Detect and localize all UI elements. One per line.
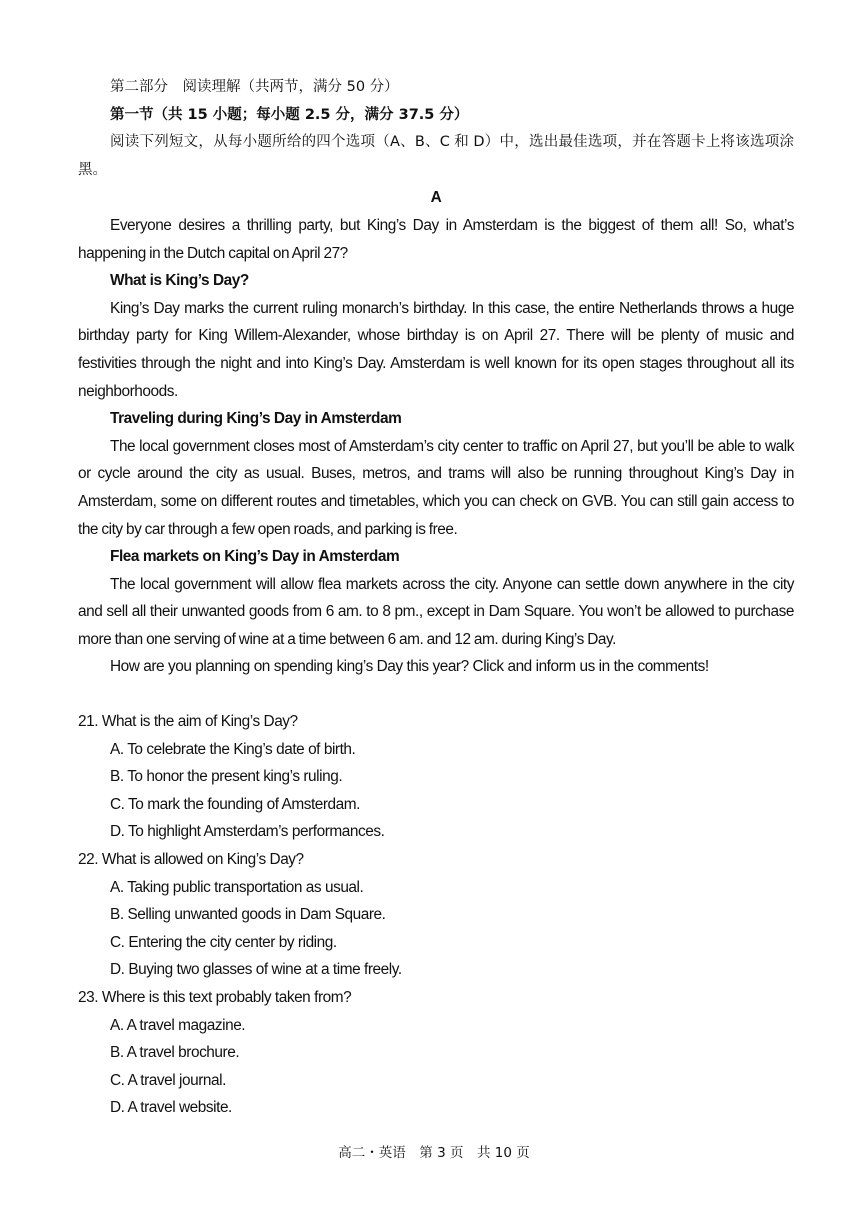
passage-heading-1: What is King’s Day? <box>110 272 249 290</box>
option-b: B. A travel brochure. <box>110 1044 240 1062</box>
option-d: D. To highlight Amsterdam’s performances. <box>110 823 385 841</box>
passage-heading-2: Traveling during King’s Day in Amsterdam <box>110 410 402 428</box>
page-footer: 高二・英语 第 3 页 共 10 页 <box>338 1145 530 1161</box>
option-c: C. Entering the city center by riding. <box>110 933 337 951</box>
question-23 <box>78 984 794 1122</box>
question-stem: 22. What is allowed on King’s Day? <box>78 851 304 869</box>
option-a: A. Taking public transportation as usual. <box>110 878 364 896</box>
option-b: B. Selling unwanted goods in Dam Square. <box>110 906 386 924</box>
option-a: A. To celebrate the King’s date of birth. <box>110 740 356 758</box>
passage-paragraph-1: King’s Day marks the current ruling monarch’s birthday. In this case, the entire Netherlands throws a huge birthday party for King Willem-Alexander, whose birthday is on April 27. There will be plenty of music and festivities through the night and into King’s Day. Amsterdam is well known for its open stages throughout all its neighborhoods. <box>78 299 794 400</box>
passage-paragraph-3: The local government will allow flea markets across the city. Anyone can settle down anywhere in the city and sell all their unwanted goods from 6 am. to 8 pm., except in Dam Square. You won’t be allowed to purchase more than one serving of wine at a time between 6 am. and 12 am. during King’s Day. <box>78 575 794 648</box>
option-d: D. Buying two glasses of wine at a time freely. <box>110 961 402 979</box>
option-a: A. A travel magazine. <box>110 1016 246 1034</box>
option-c: C. A travel journal. <box>110 1071 226 1089</box>
passage-heading-3: Flea markets on King’s Day in Amsterdam <box>110 548 400 566</box>
passage-intro: Everyone desires a thrilling party, but King’s Day in Amsterdam is the biggest of them all! So, what’s happening in the Dutch capital on April 27? <box>78 216 794 262</box>
passage-paragraph-2: The local government closes most of Amsterdam’s city center to traffic on April 27, but you’ll be able to walk or cycle around the city as usual. Buses, metros, and trams will also be running throughout King’s Day in Amsterdam, some on different routes and timetables, which you can check on GVB. You can still gain access to the city by car through a few open roads, and parking is free. <box>78 437 794 538</box>
option-c: C. To mark the founding of Amsterdam. <box>110 795 360 813</box>
passage-closing: How are you planning on spending king’s Day this year? Click and inform us in the comments! <box>110 658 709 676</box>
question-22 <box>78 846 794 984</box>
spacer <box>78 681 794 708</box>
passage-label: A <box>430 189 442 207</box>
question-stem: 21. What is the aim of King’s Day? <box>78 713 298 731</box>
subsection-title: 第一节（共 15 小题；每小题 2.5 分，满分 37.5 分） <box>110 106 469 123</box>
option-b: B. To honor the present king’s ruling. <box>110 768 343 786</box>
instructions: 阅读下列短文，从每小题所给的四个选项（A、B、C 和 D）中，选出最佳选项，并在答题卡上将该选项涂黑。 <box>78 134 794 178</box>
question-stem: 23. Where is this text probably taken from? <box>78 989 352 1006</box>
part-title: 第二部分 阅读理解（共两节，满分 50 分） <box>110 79 399 95</box>
option-d: D. A travel website. <box>110 1099 232 1117</box>
question-21 <box>78 708 794 846</box>
exam-page <box>78 74 794 1122</box>
